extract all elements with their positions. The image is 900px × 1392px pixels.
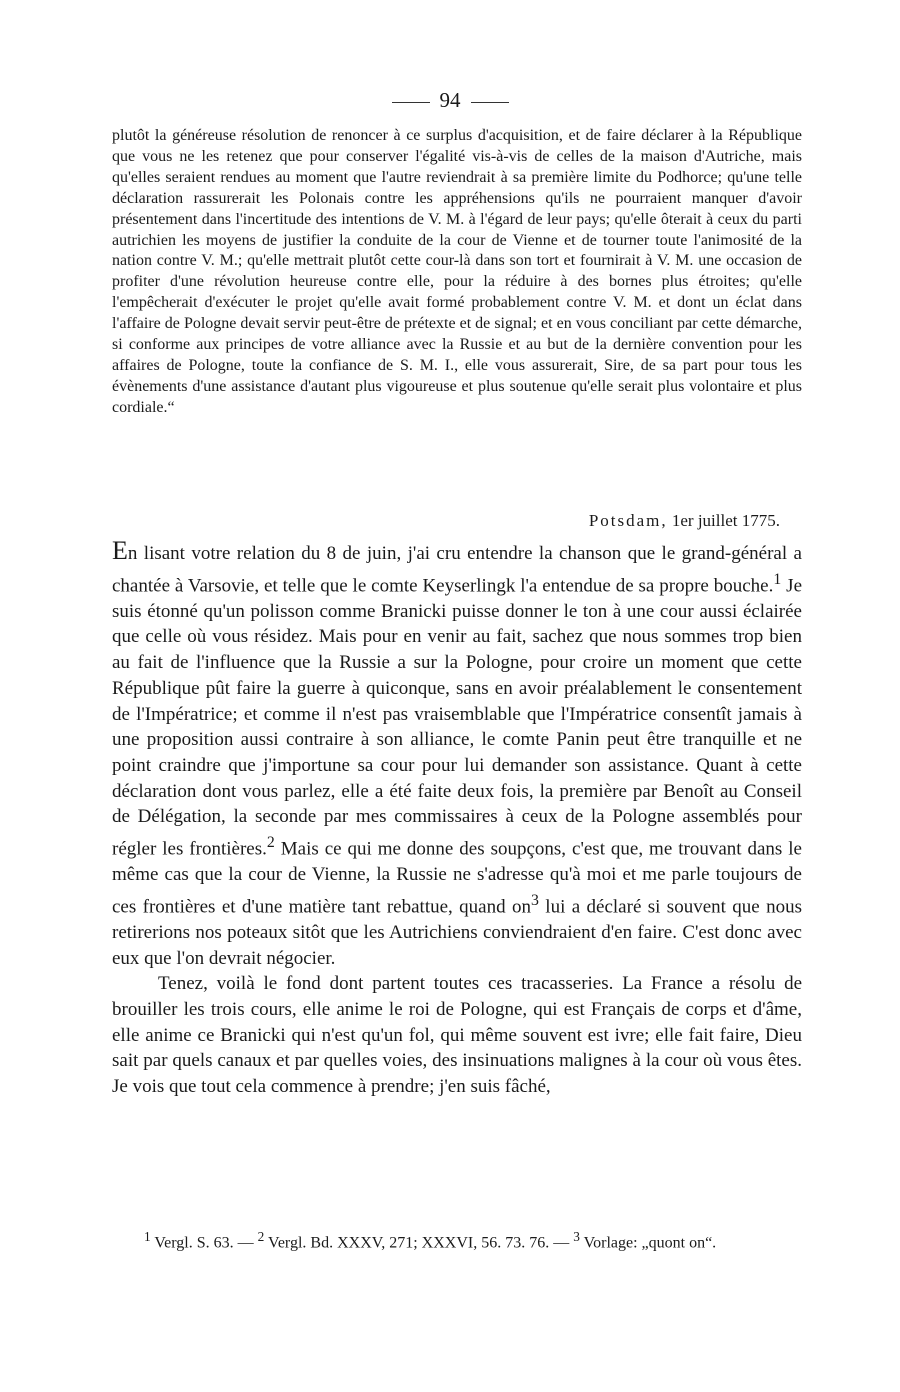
footnote-text-1: Vergl. S. 63. —: [150, 1234, 258, 1252]
footnote-ref-3: 3: [530, 891, 539, 909]
paragraph-1-text-c: Mais ce qui me donne des soupçons, c'est que, me trouvant dans le même cas que la cour de Vienne, la Russie ne s'adresse qu'à moi et me parle toujours de ces frontières et d'une matière tant rebattue, quand on: [112, 838, 802, 918]
paragraph-1-text-a: n lisant votre relation du 8 de juin, j'ai cru entendre la chanson que le grand-général a chantée à Varsovie, et telle que le comte Keyserlingk l'a entendue de sa propre bouche.: [112, 543, 802, 597]
footnotes: [112, 1226, 802, 1253]
paragraph-2: Tenez, voilà le fond dont partent toutes ces tracasseries. La France a résolu de brouiller les trois cours, elle anime le roi de Pologne, qui est Français de corps et d'âme, elle anime ce Branicki qui n'est qu'un fol, qui même souvent est ivre; elle fait faire, Dieu sait par quels canaux et par quelles voies, des insinuations malignes à la cour où vous êtes. Je vois que tout cela commence à prendre; j'en suis fâché,: [112, 973, 802, 1098]
dateline-date: 1er juillet 1775.: [671, 511, 780, 530]
paragraph-1: [112, 538, 802, 971]
footnote-number-1: 1: [144, 1229, 151, 1244]
header-rule-right: [471, 102, 509, 103]
page-number: 94: [439, 88, 461, 112]
header-rule-left: [392, 102, 430, 103]
dateline: [589, 511, 780, 531]
dateline-place: Potsdam,: [588, 511, 668, 530]
paragraph-1-text-d: lui a déclaré si souvent que nous retirerions nos poteaux sitôt que les Autrichiens conviendraient d'en faire. C'est donc avec eux que l'on devrait négocier.: [112, 896, 802, 969]
footnote-ref-1: 1: [773, 570, 782, 588]
paragraph-1-text-b: Je suis étonné qu'un polisson comme Branicki puisse donner le ton à une cour aussi éclairée que celle où vous résidez. Mais pour en venir au fait, sachez que nous sommes trop bien au fait de l'influence que la Russie a sur la Pologne, pour croire un moment que cette République pût faire la guerre à quiconque, sans en avoir préalablement le consentement de l'Impératrice; et comme il n'est pas vraisemblable que l'Impératrice consentît jamais à une proposition aussi contraire à son alliance, le comte Panin peut être tranquille et ne point craindre que j'importune sa cour pour lui demander son assistance. Quant à cette déclaration dont vous parlez, elle a été faite deux fois, la première par Benoît au Conseil de Délégation, la seconde par mes commissaires à ceux de la Pologne assemblés pour régler les frontières.: [112, 575, 803, 860]
quoted-letter-text: plutôt la généreuse résolution de renoncer à ce surplus d'acquisition, et de faire déclarer à la République que vous ne les retenez que pour conserver l'égalité vis-à-vis de celles de la maison d'Autriche, mais qu'elles seraient rendues au moment que l'autre reviendrait à sa première limite du Podhorce; qu'une telle déclaration rassurerait les Polonais contre les appréhensions qu'ils ne pourraient manquer d'avoir présentement dans l'incertitude des intentions de V. M. à l'égard de leur pays; qu'elle ôterait à ceux du parti autrichien les moyens de justifier la conduite de la cour de Vienne et de tourner toute l'animosité de la nation contre V. M.; qu'elle mettrait plutôt cette cour-là dans son tort et fournirait à V. M. une occasion de profiter d'une révolution heureuse contre elle, pour la réduire à des bornes plus étroites; qu'elle l'empêcherait d'exécuter le projet qu'elle avait formé probablement contre V. M. et dont un éclat dans l'affaire de Pologne devait servir peut-être de prétexte et de signal; et en vous conciliant par cette démarche, si conforme aux principes de votre alliance avec la Russie et au but de la dernière convention pour les affaires de Pologne, toute la confiance de S. M. I., elle vous assurerait, Sire, de sa part pour tous les évènements d'une assistance d'autant plus vigoureuse et plus soutenue qu'elle serait plus volontaire et plus cordiale.“: [112, 127, 802, 416]
footnote-ref-2: 2: [266, 834, 275, 852]
page-header: [0, 88, 900, 113]
footnote-text-2: Vergl. Bd. XXXV, 271; XXXVI, 56. 73. 76. —: [264, 1234, 574, 1252]
footnote-text-3: Vorlage: „quont on“.: [579, 1234, 717, 1252]
footnote-number-3: 3: [573, 1229, 580, 1244]
letter-body: [112, 538, 802, 1100]
footnote-number-2: 2: [257, 1229, 265, 1244]
initial-letter: E: [112, 536, 128, 565]
